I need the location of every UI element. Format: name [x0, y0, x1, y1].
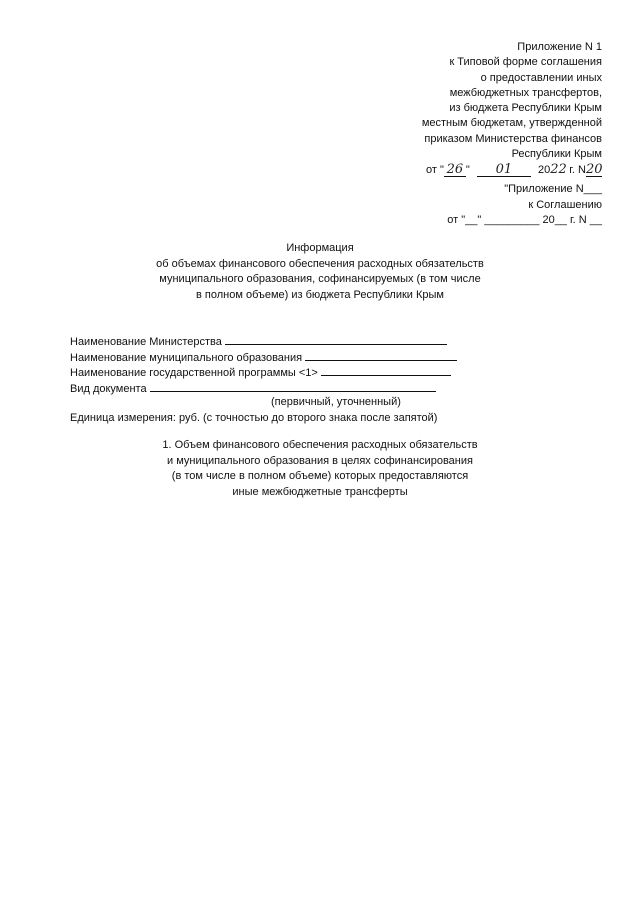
- year-prefix: 20: [537, 164, 551, 177]
- date-prefix: от ": [426, 164, 444, 177]
- program-row: [70, 364, 457, 380]
- approval-line: межбюджетных трансфертов,: [449, 86, 602, 99]
- title-line: об объемах финансового обеспечения расходных обязательств: [156, 257, 484, 270]
- handwritten-day: 26: [444, 163, 466, 177]
- municipality-row: [70, 349, 457, 365]
- title-line: муниципального образования, софинансируемых (в том числе: [159, 273, 481, 285]
- approval-line: Республики Крым: [511, 148, 602, 161]
- form-fields: [70, 333, 457, 426]
- doc-type-blank[interactable]: [150, 380, 436, 392]
- approval-block: [422, 40, 602, 179]
- annex-line: от "__" _________ 20__ г. N __: [447, 214, 602, 226]
- section-line: иные межбюджетные трансферты: [232, 485, 408, 498]
- section-line: 1. Объем финансового обеспечения расходных обязательств: [162, 439, 478, 451]
- number-prefix: г. N: [566, 164, 586, 177]
- doc-type-row: [70, 380, 457, 396]
- section-1-heading: [0, 438, 640, 500]
- annex-block: [447, 182, 602, 229]
- unit-text: Единица измерения: руб. (с точностью до второго знака после запятой): [70, 411, 438, 424]
- approval-line: приказом Министерства финансов: [424, 132, 602, 145]
- approval-line: из бюджета Республики Крым: [449, 102, 602, 115]
- handwritten-month: 01: [477, 163, 531, 177]
- municipality-blank[interactable]: [305, 349, 457, 361]
- municipality-label: Наименование муниципального образования: [70, 351, 303, 364]
- annex-line: к Соглашению: [528, 198, 602, 211]
- handwritten-year: 22: [550, 162, 567, 178]
- approval-line: местным бюджетам, утвержденной: [421, 117, 602, 130]
- approval-line: о предоставлении иных: [480, 71, 602, 84]
- approval-line: Приложение N 1: [517, 41, 602, 53]
- approval-date-line: [422, 163, 602, 178]
- title-line: в полном объеме) из бюджета Республики Крым: [195, 288, 444, 301]
- annex-line: "Приложение N___: [504, 183, 602, 195]
- doc-type-label: Вид документа: [70, 382, 147, 395]
- section-line: и муниципального образования в целях софинансирования: [167, 454, 473, 467]
- doc-type-hint: (первичный, уточненный): [271, 396, 401, 408]
- program-label: Наименование государственной программы <1>: [70, 367, 318, 379]
- document-title: [0, 241, 640, 303]
- section-line: (в том числе в полном объеме) которых предоставляются: [171, 470, 469, 482]
- program-blank[interactable]: [321, 364, 451, 376]
- handwritten-number: 20: [586, 162, 603, 178]
- approval-line: к Типовой форме соглашения: [449, 56, 602, 69]
- ministry-blank[interactable]: [225, 333, 447, 345]
- title-heading: Информация: [286, 242, 354, 254]
- ministry-row: [70, 333, 457, 349]
- ministry-label: Наименование Министерства: [70, 336, 222, 348]
- date-quote-close: ": [465, 164, 470, 177]
